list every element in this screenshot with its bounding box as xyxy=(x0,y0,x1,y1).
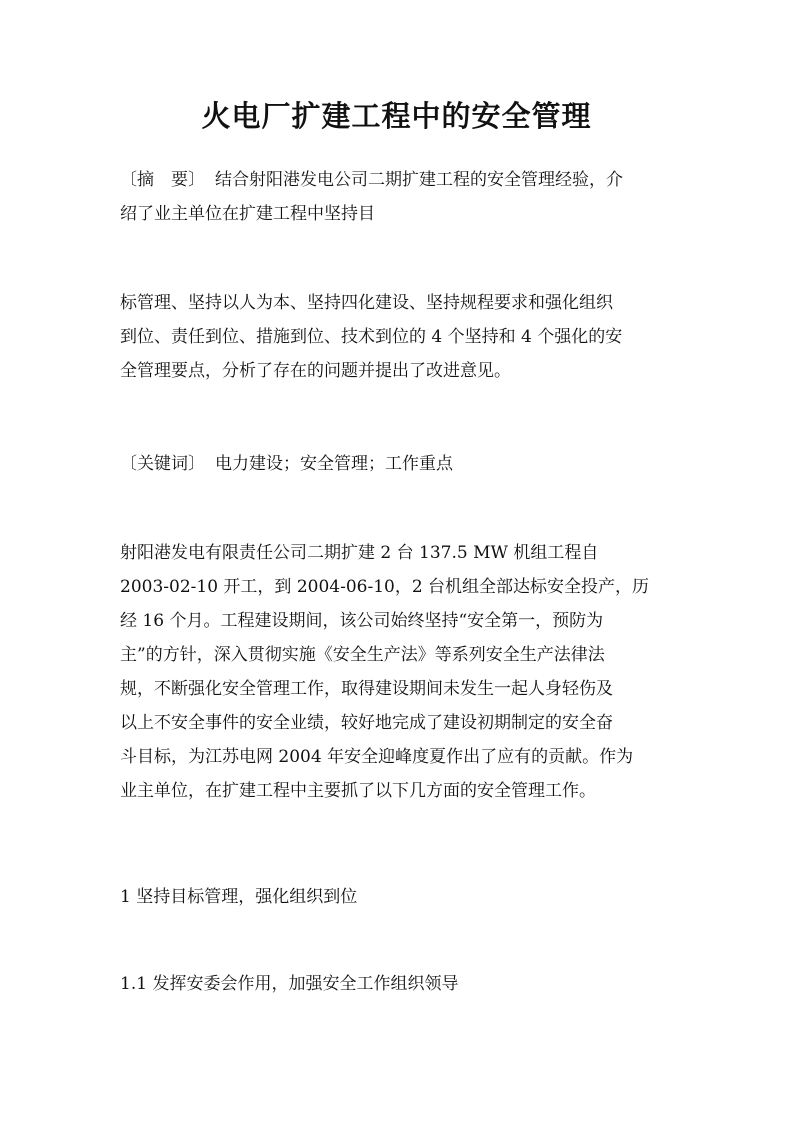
body-paragraph xyxy=(120,536,676,808)
document-title: 火电厂扩建工程中的安全管理 xyxy=(201,99,592,133)
body-line-6: 以上不安全事件的安全业绩，较好地完成了建设初期制定的安全奋 xyxy=(120,713,613,733)
keywords-label: 〔关键词〕 xyxy=(120,454,205,474)
section-heading-1-1-text: 1.1 发挥安委会作用，加强安全工作组织领导 xyxy=(120,974,459,994)
body-line-5: 规，不断强化安全管理工作，取得建设期间未发生一起人身轻伤及 xyxy=(120,679,613,699)
abstract-line-1 xyxy=(120,163,676,197)
body-line-7: 斗目标，为江苏电网 2004 年安全迎峰度夏作出了应有的贡献。作为 xyxy=(120,747,634,767)
section-heading-1-text: 1 坚持目标管理，强化组织到位 xyxy=(120,887,358,907)
abstract-continued-line-1: 标管理、坚持以人为本、坚持四化建设、坚持规程要求和强化组织 xyxy=(120,293,613,313)
abstract-continued xyxy=(120,286,676,388)
abstract xyxy=(120,163,676,231)
abstract-continued-line-2: 到位、责任到位、措施到位、技术到位的 4 个坚持和 4 个强化的安 xyxy=(120,327,623,347)
body-line-2: 2003-02-10 开工，到 2004-06-10，2 台机组全部达标安全投产，历 xyxy=(120,577,650,597)
abstract-label: 〔摘 要〕 xyxy=(120,170,205,190)
section-heading-1-1 xyxy=(120,967,676,1001)
keywords-text: 电力建设；安全管理；工作重点 xyxy=(215,454,453,474)
keywords-line xyxy=(120,447,676,481)
body-line-1: 射阳港发电有限责任公司二期扩建 2 台 137.5 MW 机组工程自 xyxy=(120,543,599,563)
abstract-continued-line-3: 全管理要点，分析了存在的问题并提出了改进意见。 xyxy=(120,361,511,381)
body-line-8: 业主单位，在扩建工程中主要抓了以下几方面的安全管理工作。 xyxy=(120,781,596,801)
body-line-4: 主”的方针，深入贯彻实施《安全生产法》等系列安全生产法律法 xyxy=(120,645,605,665)
keywords xyxy=(120,447,676,481)
section-heading-1 xyxy=(120,880,676,914)
abstract-text-1: 结合射阳港发电公司二期扩建工程的安全管理经验，介 xyxy=(215,170,623,190)
body-line-3: 经 16 个月。工程建设期间，该公司始终坚持“安全第一，预防为 xyxy=(120,611,604,631)
abstract-line-2: 绍了业主单位在扩建工程中坚持目 xyxy=(120,204,375,224)
